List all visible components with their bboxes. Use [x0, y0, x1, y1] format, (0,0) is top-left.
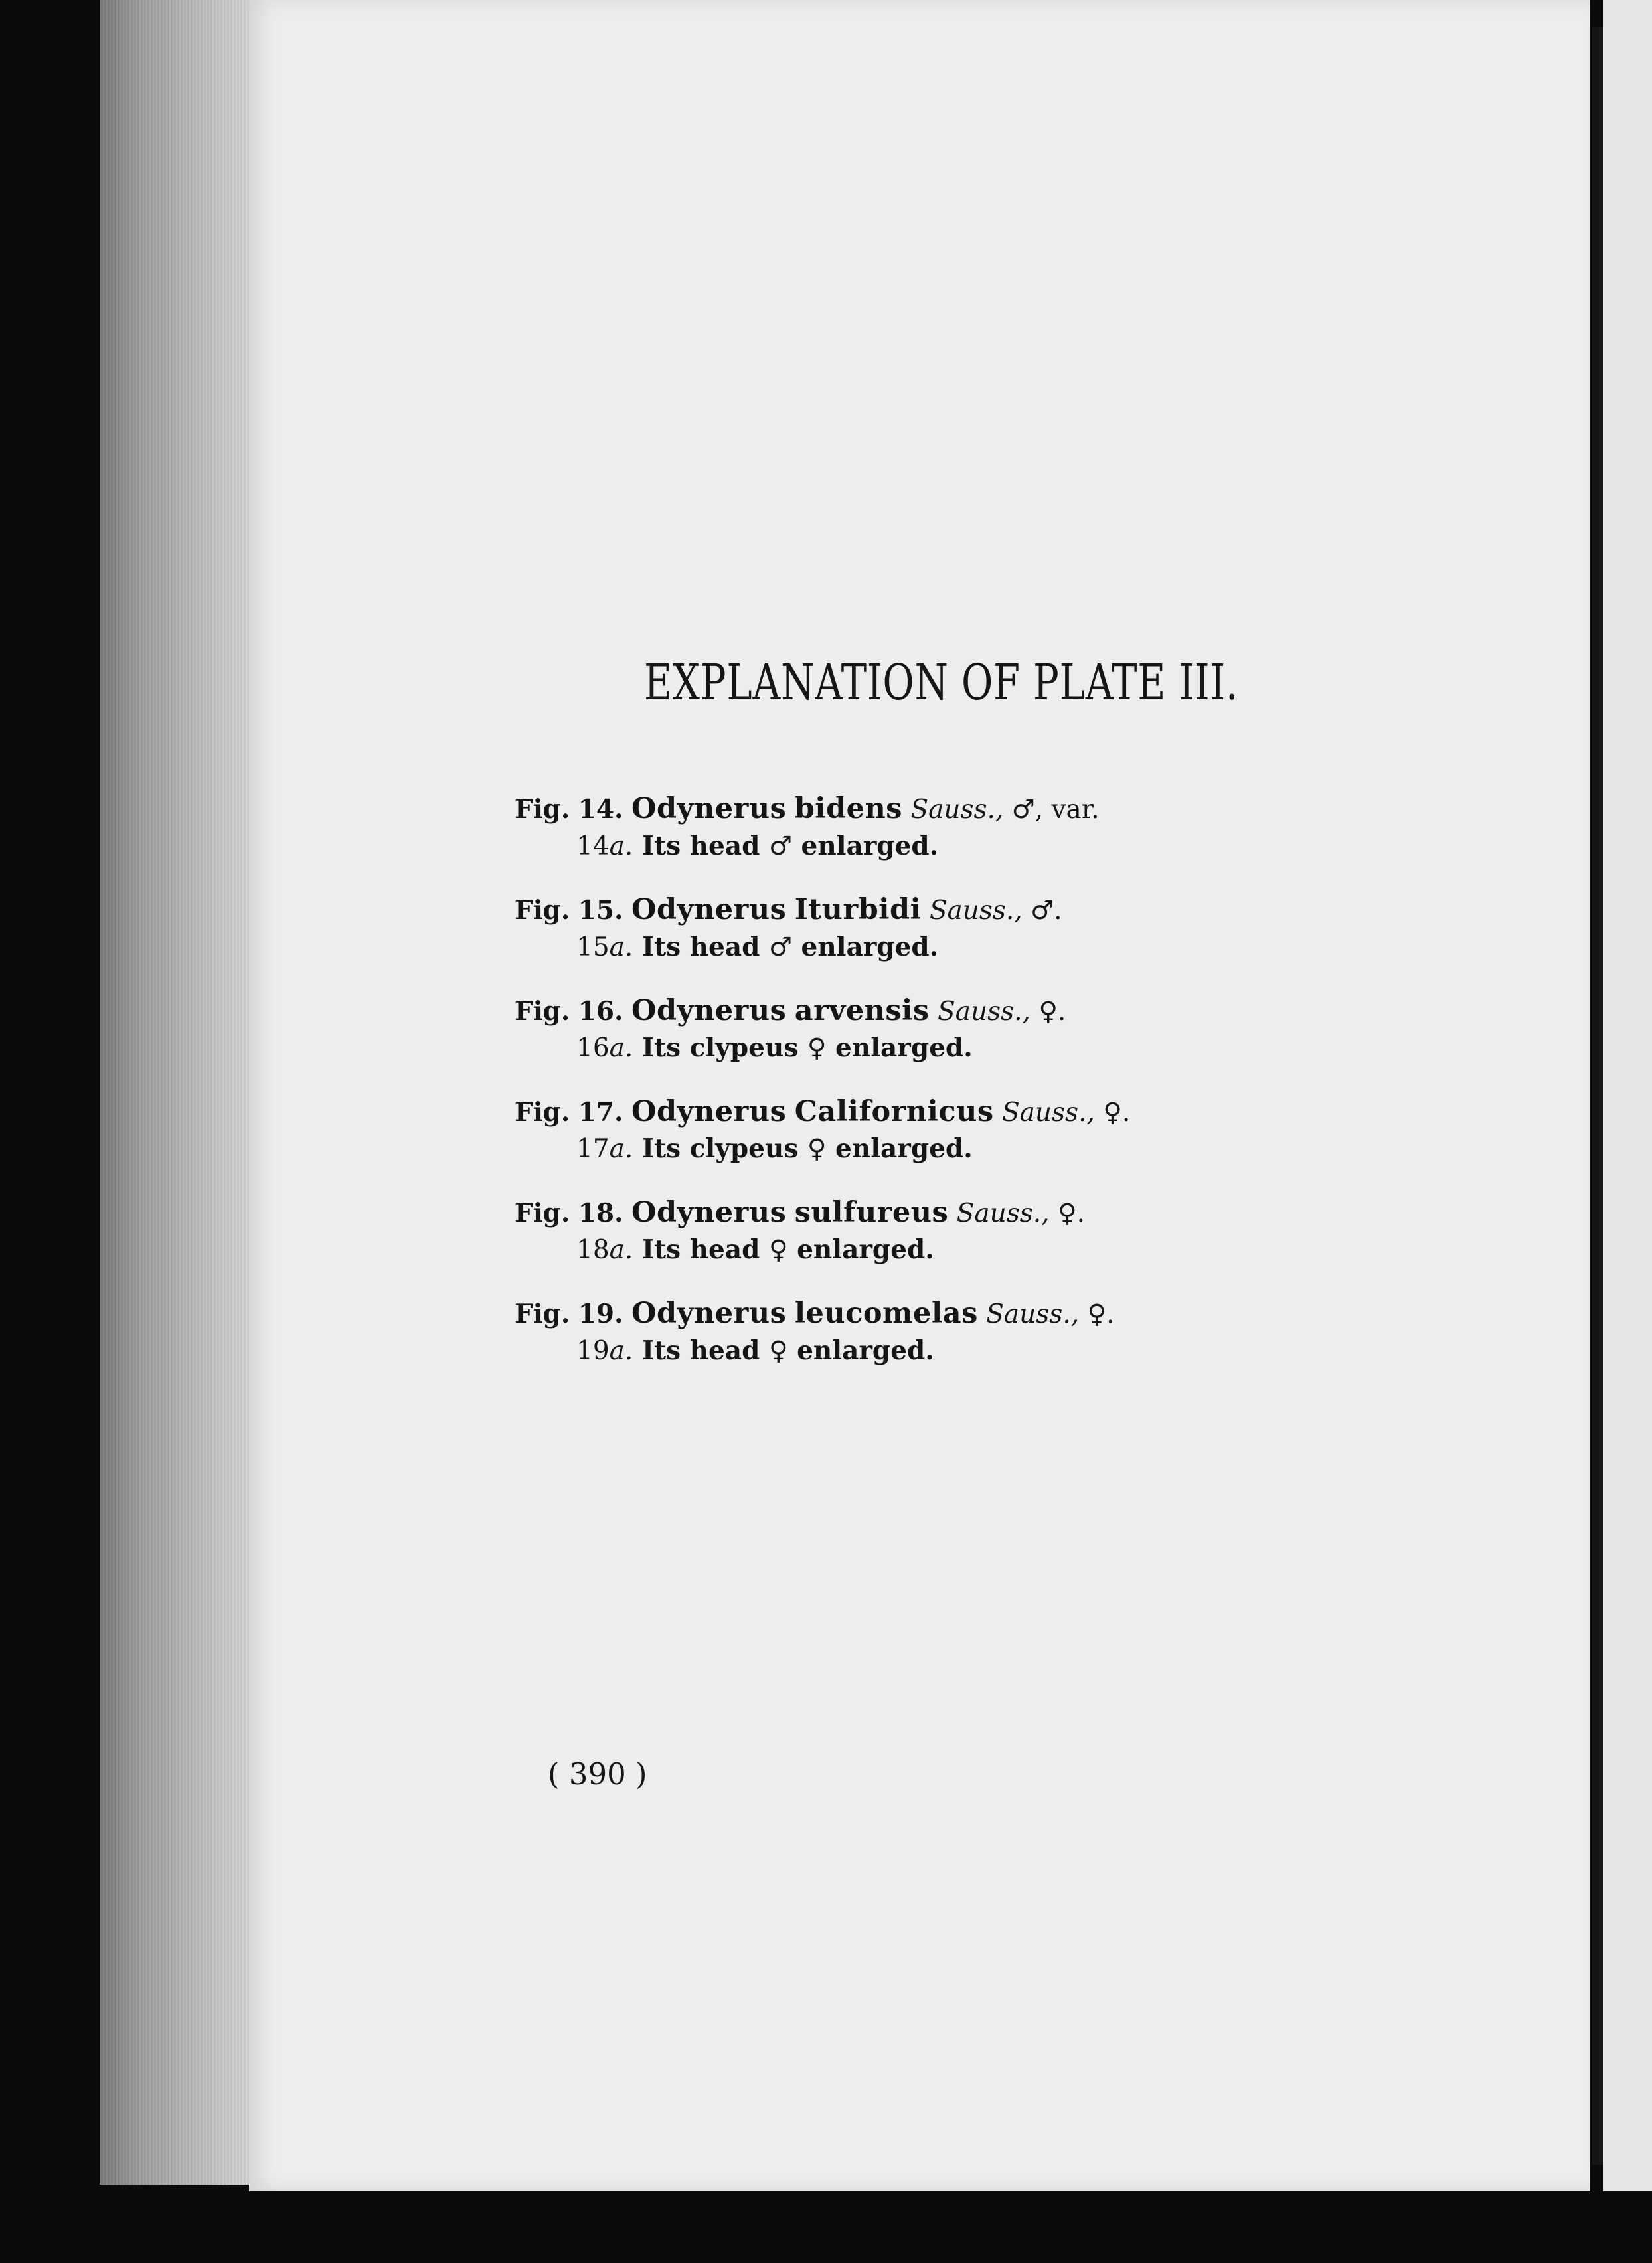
sub-figure-number	[576, 1033, 633, 1063]
female-symbol-icon: ♀	[1038, 997, 1058, 1027]
female-symbol-icon: ♀	[1087, 1299, 1107, 1329]
sub-number: 17	[576, 1134, 610, 1164]
male-symbol-icon: ♂	[1011, 795, 1035, 825]
caption-suffix: .	[1076, 1199, 1085, 1228]
genus-name: Odynerus	[631, 792, 787, 825]
sub-figure-number	[576, 831, 633, 861]
sub-text-end: enlarged.	[787, 1234, 934, 1265]
sub-text-end: enlarged.	[826, 1133, 973, 1164]
male-symbol-icon: ♂	[768, 932, 792, 962]
figure-entry-14	[515, 790, 1325, 865]
fig-number: 18.	[578, 1198, 623, 1228]
caption-suffix: .	[1057, 997, 1066, 1027]
sub-figure-caption	[515, 1130, 1325, 1167]
fig-number: 19.	[578, 1299, 623, 1329]
species-name: sulfureus	[794, 1196, 949, 1229]
sub-figure-caption	[515, 928, 1325, 965]
female-symbol-icon: ♀	[1103, 1098, 1122, 1128]
author-abbrev: Sauss.,	[1001, 1098, 1095, 1128]
sub-number: 18	[576, 1235, 610, 1265]
species-name: leucomelas	[794, 1297, 978, 1330]
fig-number: 17.	[578, 1097, 623, 1128]
fig-number: 14.	[578, 794, 623, 825]
sub-number: 16	[576, 1033, 610, 1063]
figure-caption	[515, 1194, 1325, 1231]
facing-page-rule	[1592, 27, 1603, 2165]
genus-name: Odynerus	[631, 1297, 787, 1330]
sub-text: Its head	[633, 932, 769, 962]
species-name: arvensis	[794, 994, 930, 1027]
figure-caption	[515, 1093, 1325, 1130]
figure-caption	[515, 992, 1325, 1029]
fig-label: Fig.	[515, 895, 570, 926]
figure-caption	[515, 1295, 1325, 1332]
figure-caption	[515, 891, 1325, 928]
female-symbol-icon: ♀	[807, 1033, 827, 1063]
author-abbrev: Sauss.,	[956, 1199, 1050, 1228]
sub-figure-caption	[515, 1332, 1325, 1369]
caption-suffix: .	[1054, 896, 1062, 926]
figure-entry-16	[515, 992, 1325, 1066]
author-abbrev: Sauss.,	[929, 896, 1023, 926]
sub-letter: a.	[609, 1134, 633, 1164]
author-abbrev: Sauss.,	[937, 997, 1031, 1027]
sub-text: Its head	[633, 1234, 769, 1265]
fig-label: Fig.	[515, 1097, 570, 1128]
book-page-edges	[100, 0, 252, 2185]
caption-suffix: .	[1121, 1098, 1131, 1128]
sub-text-end: enlarged.	[791, 831, 939, 861]
fig-label: Fig.	[515, 794, 570, 825]
sub-text: Its clypeus	[633, 1033, 807, 1063]
sub-figure-number	[576, 1134, 633, 1164]
sub-text-end: enlarged.	[787, 1335, 934, 1366]
sub-text-end: enlarged.	[826, 1033, 973, 1063]
sub-figure-number	[576, 1336, 633, 1366]
author-abbrev: Sauss.,	[986, 1299, 1080, 1329]
sub-number: 15	[576, 932, 610, 962]
sub-letter: a.	[609, 831, 633, 861]
figure-entry-15	[515, 891, 1325, 965]
figure-entry-18	[515, 1194, 1325, 1268]
female-symbol-icon: ♀	[807, 1134, 827, 1164]
plate-title: EXPLANATION OF PLATE III.	[644, 654, 1239, 711]
genus-name: Odynerus	[631, 1095, 787, 1128]
caption-suffix: , var.	[1034, 795, 1100, 825]
female-symbol-icon: ♀	[768, 1336, 788, 1366]
caption-suffix: .	[1106, 1299, 1115, 1329]
figure-caption	[515, 790, 1325, 827]
fig-number: 16.	[578, 996, 623, 1027]
genus-name: Odynerus	[631, 994, 787, 1027]
sub-letter: a.	[609, 1235, 633, 1265]
genus-name: Odynerus	[631, 893, 787, 926]
scan-bottom-border	[100, 2191, 1652, 2263]
figure-explanations	[515, 790, 1325, 1396]
fig-label: Fig.	[515, 1299, 570, 1329]
author-abbrev: Sauss.,	[910, 795, 1004, 825]
page-number: ( 390 )	[548, 1756, 647, 1792]
fig-label: Fig.	[515, 1198, 570, 1228]
female-symbol-icon: ♀	[768, 1235, 788, 1265]
male-symbol-icon: ♂	[768, 831, 792, 861]
figure-entry-19	[515, 1295, 1325, 1369]
female-symbol-icon: ♀	[1058, 1199, 1077, 1228]
sub-figure-caption	[515, 1029, 1325, 1066]
sub-letter: a.	[609, 1033, 633, 1063]
species-name: Californicus	[794, 1095, 994, 1128]
sub-letter: a.	[609, 932, 633, 962]
species-name: bidens	[794, 792, 903, 825]
sub-text: Its head	[633, 831, 769, 861]
species-name: Iturbidi	[794, 893, 922, 926]
fig-label: Fig.	[515, 996, 570, 1027]
facing-page-strip	[1603, 0, 1652, 2191]
figure-entry-17	[515, 1093, 1325, 1167]
sub-text: Its head	[633, 1335, 769, 1366]
sub-figure-caption	[515, 827, 1325, 865]
genus-name: Odynerus	[631, 1196, 787, 1229]
sub-figure-number	[576, 932, 633, 962]
sub-text: Its clypeus	[633, 1133, 807, 1164]
fig-number: 15.	[578, 895, 623, 926]
sub-number: 14	[576, 831, 610, 861]
sub-figure-caption	[515, 1231, 1325, 1268]
male-symbol-icon: ♂	[1031, 896, 1054, 926]
sub-letter: a.	[609, 1336, 633, 1366]
sub-text-end: enlarged.	[791, 932, 939, 962]
sub-number: 19	[576, 1336, 610, 1366]
sub-figure-number	[576, 1235, 633, 1265]
